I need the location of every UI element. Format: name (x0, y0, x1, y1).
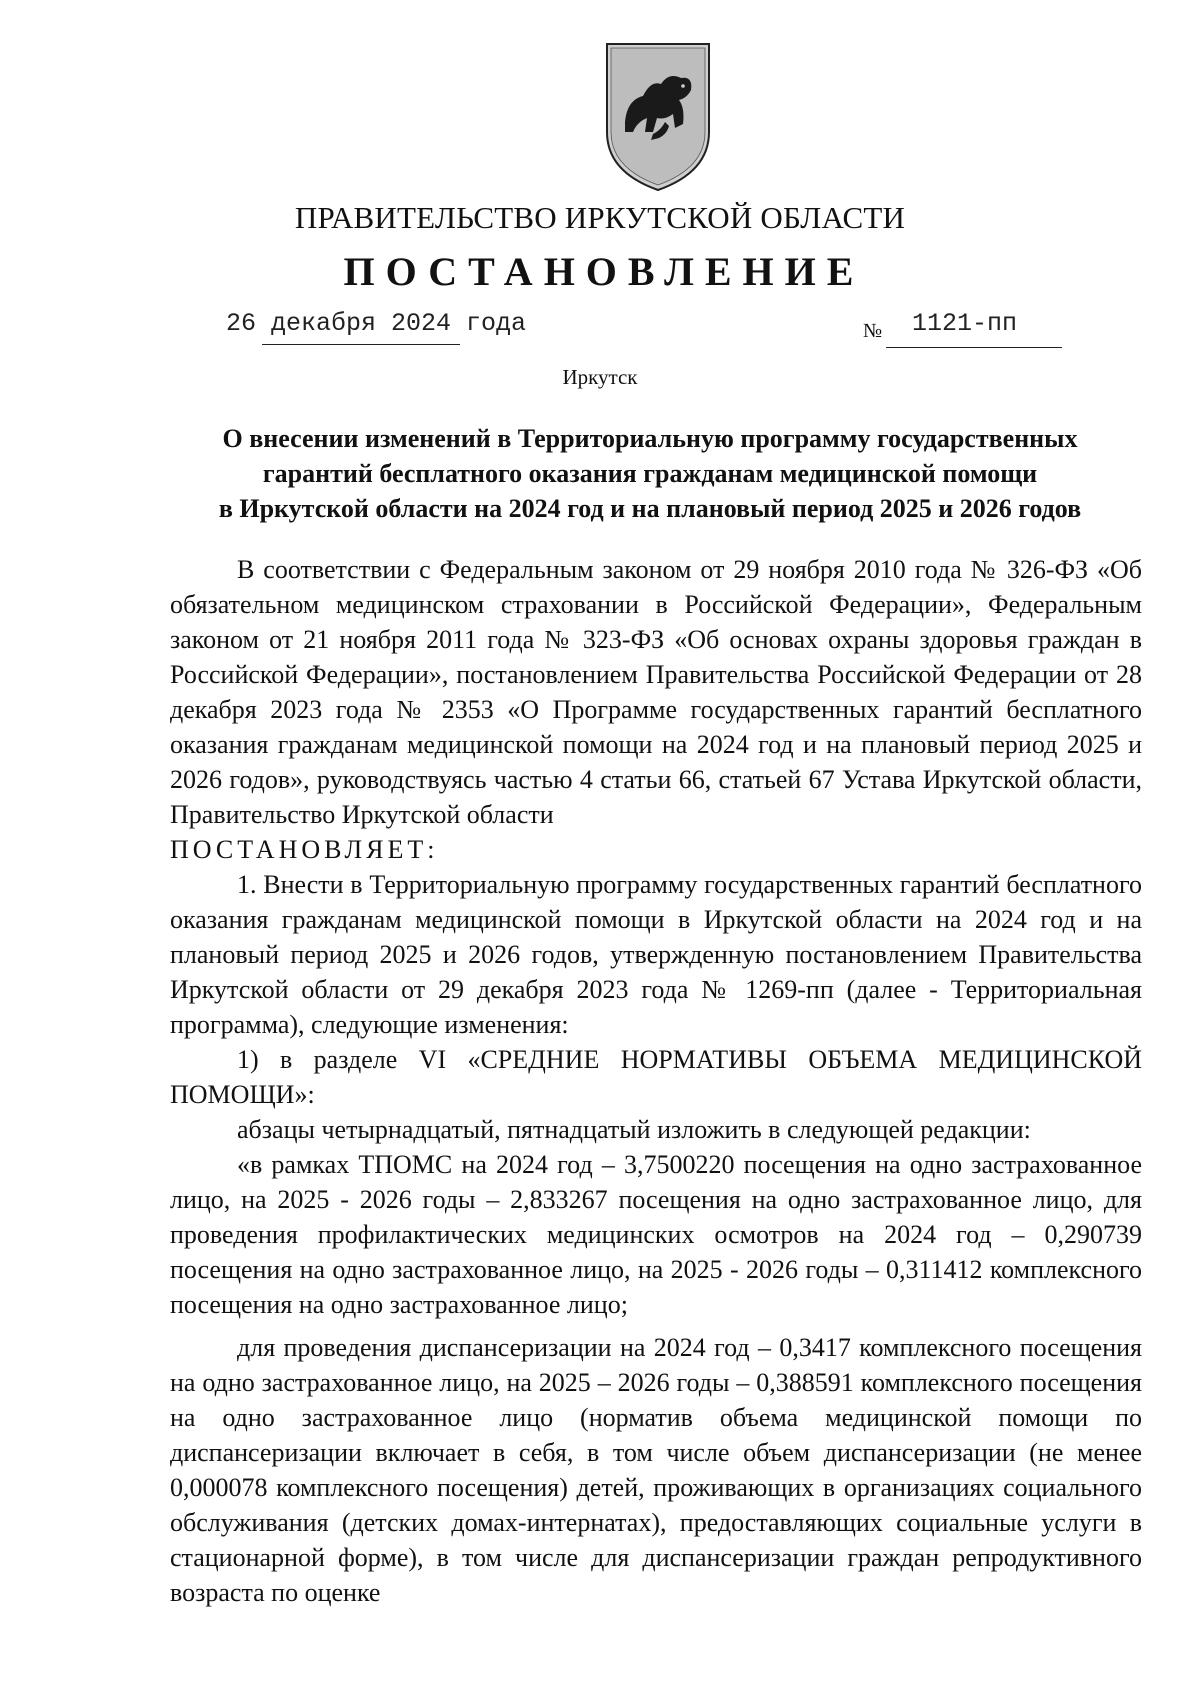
decree-heading: ПОСТАНОВЛЯЕТ: (170, 835, 439, 864)
title-line: в Иркутской области на 2024 год и на плановый период 2025 и 2026 годов (218, 494, 1082, 523)
document-date: 26 декабря 2024 года (226, 309, 527, 338)
quote-paragraph-1: «в рамках ТПОМС на 2024 год – 3,7500220 посещения на одно застрахованное лицо, на 2025 - 2026 годы – 2,833267 посещения на одно застрахованное лицо, для проведения профилактических медицинских осмотров на 2024 год – 0,290739 посещения на одно застрахованное лицо, на 2025 - 2026 годы – 0,311412 комплексного посещения на одно застрахованное лицо; (170, 1150, 1142, 1319)
date-underline (262, 344, 460, 345)
item-1-paragraph: 1. Внести в Территориальную программу государственных гарантий бесплатного оказания гражданам медицинской помощи в Иркутской области на 2024 год и на плановый период 2025 и 2026 годов, утвержденную постановлением Правительства Иркутской области от 29 декабря 2023 года № 1269-пп (далее - Территориальная программа), следующие изменения: (170, 870, 1142, 1039)
quote-paragraph-2: для проведения диспансеризации на 2024 год – 0,3417 комплексного посещения на одно застрахованное лицо, на 2025 – 2026 годы – 0,388591 комплексного посещения на одно застрахованное лицо (норматив объема медицинской помощи по диспансеризации включает в себя, в том числе объем диспансеризации (не менее 0,000078 комплексного посещения) детей, проживающих в организациях социального обслуживания (детских домах-интернатах), предоставляющих социальные услуги в стационарной форме), в том числе для диспансеризации граждан репродуктивного возраста по оценке (170, 1333, 1142, 1607)
title-line: гарантий бесплатного оказания гражданам медицинской помощи (262, 459, 1038, 488)
number-underline (886, 347, 1062, 348)
preamble-paragraph: В соответствии с Федеральным законом от 29 ноября 2010 года № 326-ФЗ «Об обязательном медицинском страховании в Российской Федерации», Федеральным законом от 21 ноября 2011 года № 323-ФЗ «Об основах охраны здоровья граждан в Российской Федерации», постановлением Правительства Российской Федерации от 28 декабря 2023 года № 2353 «О Программе государственных гарантий бесплатного оказания гражданам медицинской помощи на 2024 год и на плановый период 2025 и 2026 годов», руководствуясь частью 4 статьи 66, статьей 67 Устава Иркутской области, Правительство Иркутской области (170, 555, 1142, 829)
irkutsk-coat-of-arms-icon (603, 40, 713, 195)
document-kind: ПОСТАНОВЛЕНИЕ (343, 249, 865, 294)
number-sign: № (863, 320, 883, 342)
item-1-1-paragraph: 1) в разделе VI «СРЕДНИЕ НОРМАТИВЫ ОБЪЕМА МЕДИЦИНСКОЙ ПОМОЩИ»: (170, 1045, 1142, 1109)
document-number: 1121-пп (912, 309, 1018, 338)
document-body (170, 552, 1142, 1610)
document-city: Иркутск (562, 365, 638, 389)
title-line: О внесении изменений в Территориальную программу государственных (222, 424, 1078, 453)
paragraphs-note: абзацы четырнадцатый, пятнадцатый изложить в следующей редакции: (237, 1115, 1031, 1144)
government-name: ПРАВИТЕЛЬСТВО ИРКУТСКОЙ ОБЛАСТИ (294, 200, 906, 235)
coat-of-arms-icon (603, 40, 713, 195)
document-title (170, 421, 1130, 526)
